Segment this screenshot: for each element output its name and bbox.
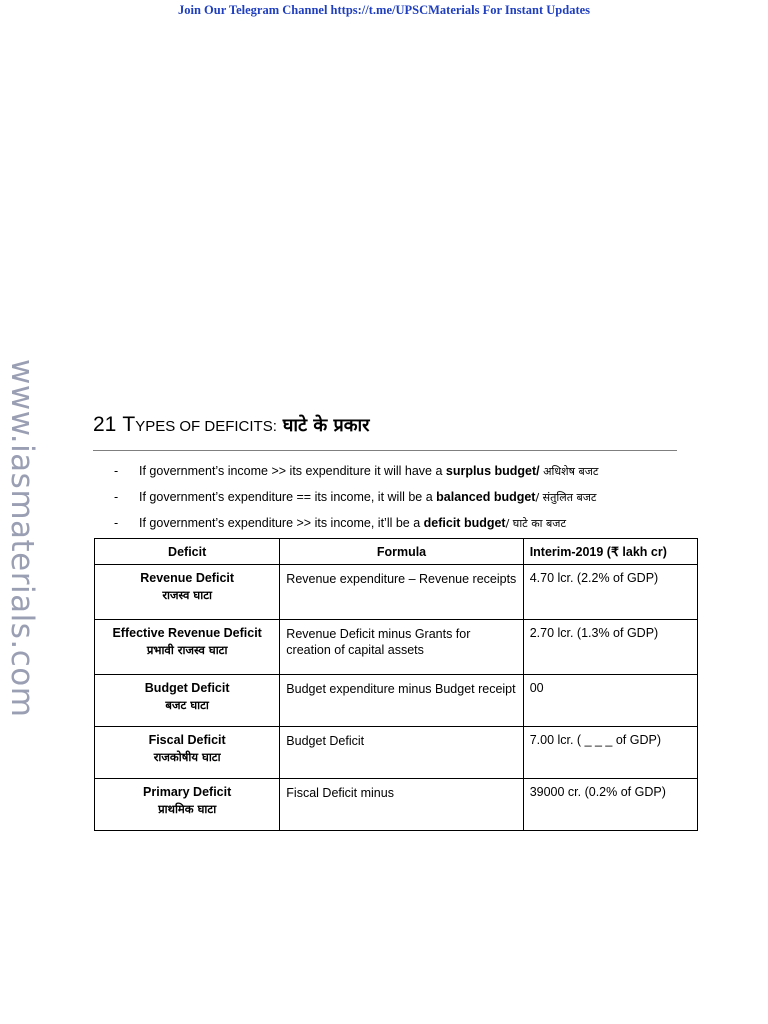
value-cell	[523, 675, 697, 727]
deficit-name: Revenue Deficit	[140, 571, 235, 585]
section-heading	[93, 413, 677, 437]
table-row	[95, 779, 698, 831]
value-cell	[523, 779, 697, 831]
bullet-deficit	[114, 513, 714, 539]
formula-cell	[280, 727, 523, 779]
deficit-name-hindi: प्रभावी राजस्व घाटा	[146, 643, 228, 657]
deficit-name: Budget Deficit	[144, 681, 230, 695]
value-text: 00	[529, 681, 544, 695]
deficit-name-hindi: राजस्व घाटा	[162, 588, 212, 602]
bullet-bold-term: surplus budget/	[445, 464, 540, 478]
value-text: 39000 cr. (0.2% of GDP)	[529, 785, 666, 799]
bullet-surplus	[114, 461, 714, 487]
deficit-name-cell	[95, 727, 280, 779]
deficit-name: Fiscal Deficit	[148, 733, 226, 747]
header-interim: Interim-2019 (₹ lakh cr)	[523, 539, 697, 565]
telegram-banner[interactable]: Join Our Telegram Channel https://t.me/UPSCMaterials For Instant Updates	[177, 3, 591, 17]
deficit-name-hindi: बजट घाटा	[165, 698, 209, 712]
watermark-text: www.iasmaterials.com	[4, 359, 40, 718]
bullet-list	[114, 461, 714, 539]
bullet-balanced	[114, 487, 714, 513]
value-cell	[523, 727, 697, 779]
bullet-text: If government’s expenditure >> its income, it’ll be a	[139, 516, 424, 530]
heading-initial: T	[122, 413, 136, 436]
header-deficit: Deficit	[95, 539, 280, 565]
formula-cell	[280, 779, 523, 831]
bullet-hindi: / घाटे का बजट	[505, 517, 566, 530]
deficit-name-cell	[95, 779, 280, 831]
bullet-hindi: / संतुलित बजट	[535, 491, 597, 504]
formula-cell	[280, 675, 523, 727]
table-header-row	[95, 539, 698, 565]
heading-title: YPES OF DEFICITS:	[135, 418, 277, 435]
table-row	[95, 620, 698, 675]
deficit-name-cell	[95, 565, 280, 620]
heading-divider	[93, 450, 677, 451]
bullet-bold-term: balanced budget	[436, 490, 536, 504]
bullet-dash: -	[114, 490, 119, 504]
table-row	[95, 727, 698, 779]
deficits-table	[94, 538, 698, 831]
deficit-name-cell	[95, 620, 280, 675]
bullet-text: If government’s expenditure == its income, it will be a	[139, 490, 437, 504]
value-text: 2.70 lcr. (1.3% of GDP)	[529, 626, 659, 640]
deficit-name-hindi: राजकोषीय घाटा	[153, 750, 221, 764]
header-formula: Formula	[280, 539, 523, 565]
formula-text: Revenue expenditure – Revenue receipts	[286, 572, 517, 586]
formula-text: Budget Deficit	[286, 734, 365, 748]
value-cell	[523, 565, 697, 620]
bullet-text: If government’s income >> its expenditure it will have a	[139, 464, 446, 478]
value-cell	[523, 620, 697, 675]
value-text: 7.00 lcr. ( _ _ _ of GDP)	[529, 733, 661, 747]
value-text: 4.70 lcr. (2.2% of GDP)	[529, 571, 659, 585]
bullet-dash: -	[114, 464, 119, 478]
deficit-name: Effective Revenue Deficit	[112, 626, 262, 640]
formula-cell	[280, 620, 523, 675]
table-row	[95, 675, 698, 727]
bullet-hindi: अधिशेष बजट	[539, 465, 599, 478]
formula-text: Budget expenditure minus Budget receipt	[286, 682, 516, 696]
deficit-name: Primary Deficit	[143, 785, 232, 799]
formula-text: Revenue Deficit minus Grants for creation of capital assets	[286, 627, 471, 657]
formula-text: Fiscal Deficit minus	[286, 786, 394, 800]
formula-cell	[280, 565, 523, 620]
table-row	[95, 565, 698, 620]
deficit-name-hindi: प्राथमिक घाटा	[158, 802, 217, 816]
bullet-dash: -	[114, 516, 119, 530]
section-number: 21	[93, 413, 117, 436]
deficit-name-cell	[95, 675, 280, 727]
bullet-bold-term: deficit budget	[423, 516, 506, 530]
heading-hindi: घाटे के प्रकार	[282, 415, 370, 436]
